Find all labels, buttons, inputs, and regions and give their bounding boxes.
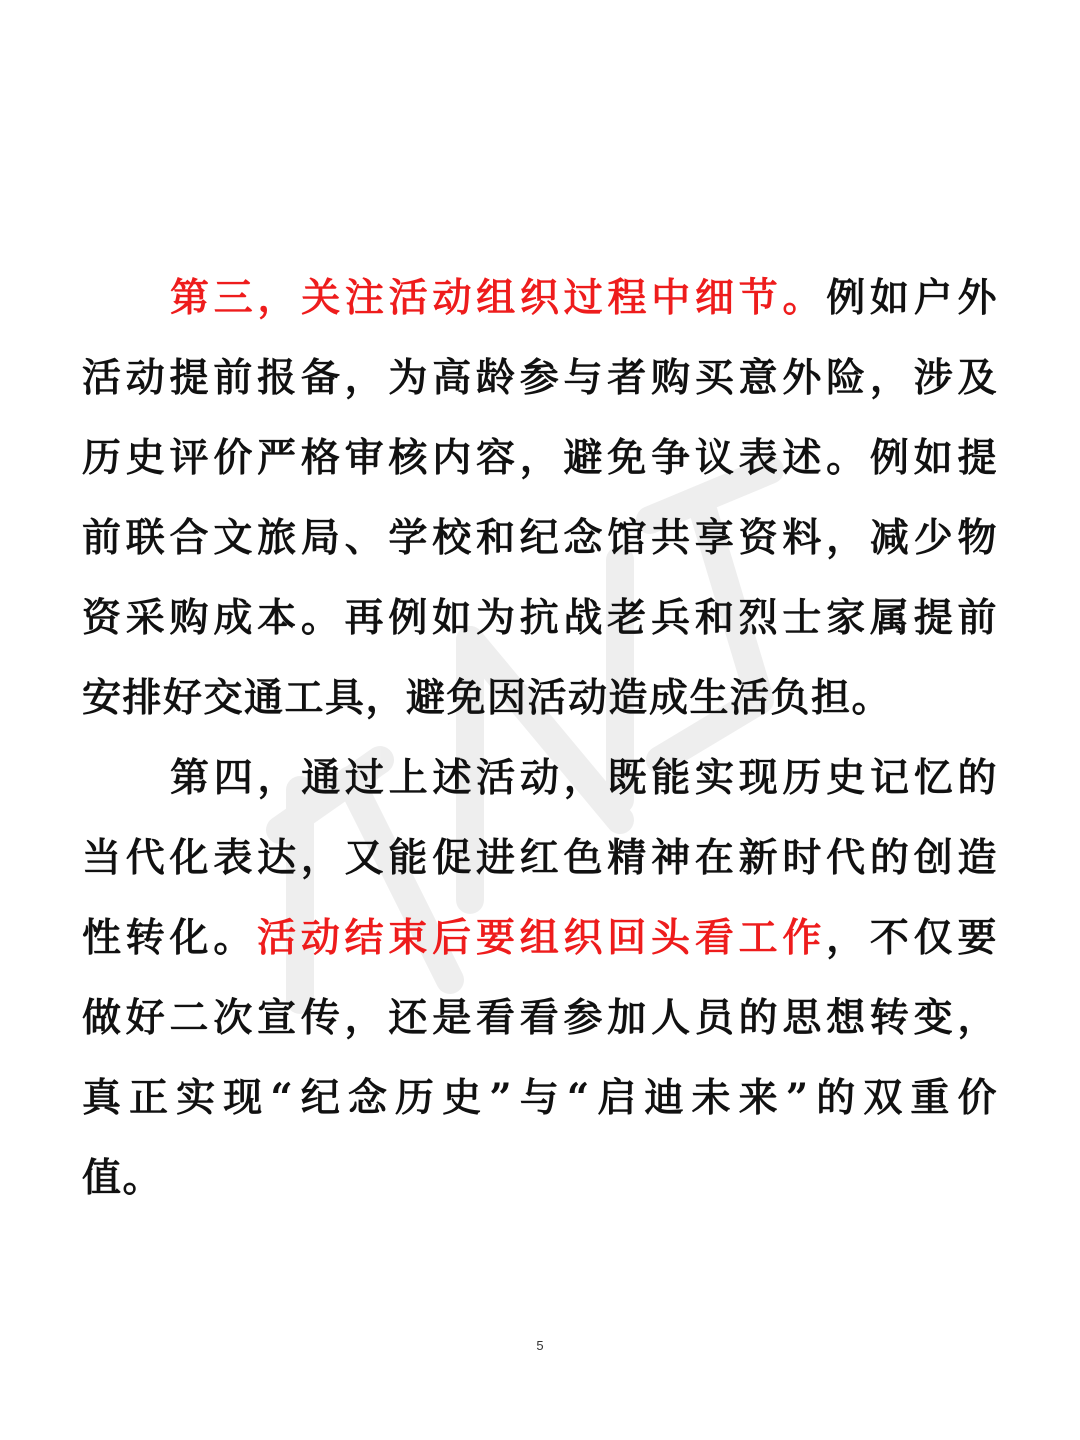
paragraph-4-line-3 xyxy=(82,908,998,968)
paragraph-4-line-6: 值。 xyxy=(82,1155,164,1201)
highlighted-text: 第三，关注活动组织过程中细节。 xyxy=(170,275,827,321)
paragraph-3-line-3: 历史评价严格审核内容，避免争议表述。例如提 xyxy=(82,435,998,481)
body-text: ，不仅要 xyxy=(826,915,998,961)
paragraph-4-line-2: 当代化表达，又能促进红色精神在新时代的创造 xyxy=(82,835,998,881)
body-text: 例如户外 xyxy=(826,275,998,321)
paragraph-4-line-4: 做好二次宣传，还是看看参加人员的思想转变， xyxy=(82,995,998,1041)
paragraph-4-line-1: 第四，通过上述活动，既能实现历史记忆的 xyxy=(170,755,998,801)
page-number: 5 xyxy=(536,1338,544,1353)
paragraph-3-line-6: 安排好交通工具，避免因活动造成生活负担。 xyxy=(82,675,893,721)
paragraph-3-line-5: 资采购成本。再例如为抗战老兵和烈士家属提前 xyxy=(82,595,998,641)
highlighted-text: 活动结束后要组织回头看工作 xyxy=(257,915,827,961)
paragraph-3-line-2: 活动提前报备，为高龄参与者购买意外险，涉及 xyxy=(82,355,998,401)
paragraph-3-line-1 xyxy=(170,268,998,328)
paragraph-4-line-5: 真正实现“纪念历史”与“启迪未来”的双重价 xyxy=(82,1075,998,1121)
body-text: 性转化。 xyxy=(82,915,258,961)
paragraph-3-line-4: 前联合文旅局、学校和纪念馆共享资料，减少物 xyxy=(82,515,998,561)
